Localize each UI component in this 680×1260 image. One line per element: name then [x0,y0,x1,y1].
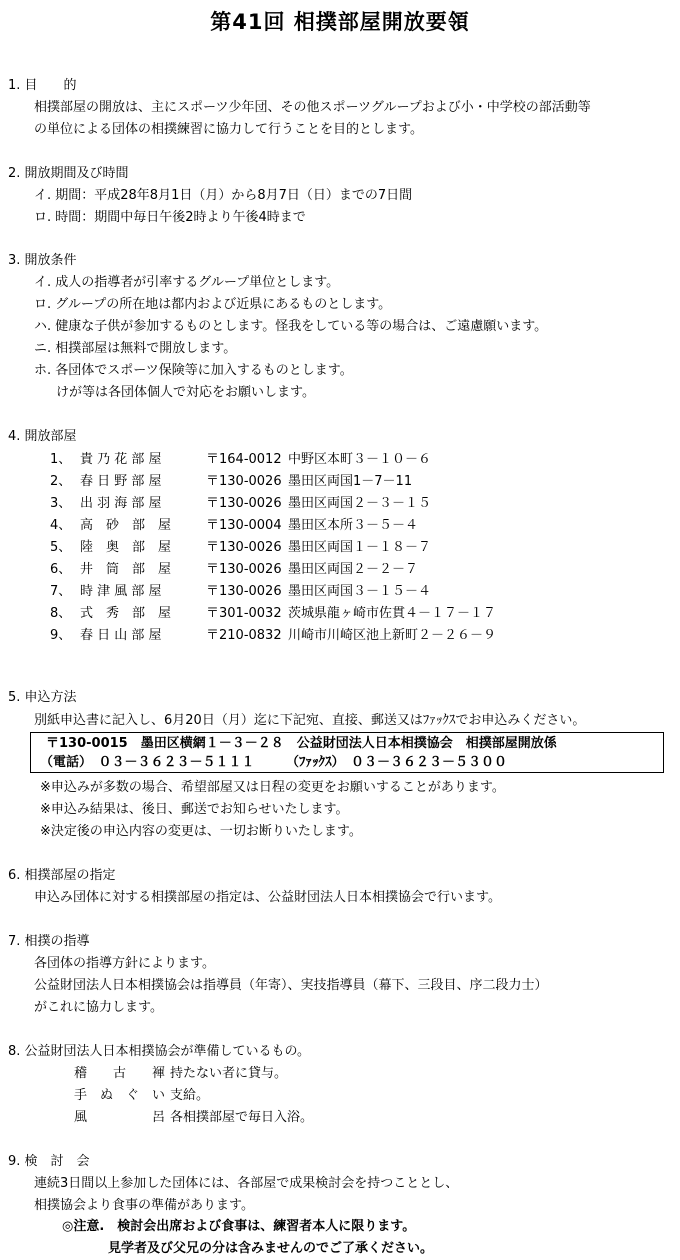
section-3-line: ホ. 各団体でスポーツ保険等に加入するものとします。 [34,363,353,378]
section-5-note: ※決定後の申込内容の変更は、一切お断りいたします。 [40,824,362,839]
provided-item-desc: 支給。 [170,1088,210,1103]
provided-item [74,1066,287,1082]
room-row [50,562,418,578]
room-row [50,584,431,600]
room-row [50,452,431,468]
section-4-heading: 4. 開放部屋 [8,429,77,444]
room-address: 墨田区両国1－7－11 [288,474,413,489]
room-number: 3、 [50,496,72,511]
room-row [50,628,496,644]
provided-item-name: 稽 古 褌 [74,1066,166,1081]
section-5-note: ※申込み結果は、後日、郵送でお知らせいたします。 [40,802,349,817]
room-name: 井 筒 部 屋 [80,562,172,577]
room-row [50,606,496,622]
room-name: 高 砂 部 屋 [80,518,172,533]
room-name: 時 津 風 部 屋 [80,584,162,599]
section-7-line: 各団体の指導方針によります。 [34,956,215,971]
room-name: 陸 奥 部 屋 [80,540,172,555]
section-5-intro: 別紙申込書に記入し、6月20日（月）迄に下記宛、直接、郵送又はﾌｧｯｸｽでお申込みください。 [34,713,586,728]
room-zip: 〒130-0026 [206,496,282,511]
contact-phone: （電話） ０３－３６２３－５１１１ [40,755,255,770]
room-number: 6、 [50,562,72,577]
section-9-heading: 9. 検 討 会 [8,1154,90,1169]
room-number: 9、 [50,628,72,643]
section-9-line: 相撲協会より食事の準備があります。 [34,1198,254,1213]
section-9-caution-2: 見学者及び父兄の分は含みませんのでご了承ください。 [108,1241,434,1256]
room-name: 春 日 山 部 屋 [80,628,162,643]
room-number: 7、 [50,584,72,599]
section-8-heading: 8. 公益財団法人日本相撲協会が準備しているもの。 [8,1044,311,1059]
room-name: 式 秀 部 屋 [80,606,172,621]
room-address: 墨田区両国３－１５－４ [288,584,432,599]
room-number: 1、 [50,452,72,467]
provided-item [74,1088,209,1104]
section-3-line: イ. 成人の指導者が引率するグループ単位とします。 [34,275,340,290]
section-3-heading: 3. 開放条件 [8,253,77,268]
room-zip: 〒130-0026 [206,584,282,599]
room-zip: 〒130-0026 [206,474,282,489]
room-number: 2、 [50,474,72,489]
provided-item [74,1110,313,1126]
section-3-line: ニ. 相撲部屋は無料で開放します。 [34,341,237,356]
section-1-line: の単位による団体の相撲練習に協力して行うことを目的とします。 [34,122,423,137]
room-number: 5、 [50,540,72,555]
section-7-line: 公益財団法人日本相撲協会は指導員（年寄）、実技指導員（幕下、三段目、序二段力士） [34,978,548,993]
section-2-line: ロ. 時間：期間中毎日午後2時より午後4時まで [34,210,306,225]
section-6-line: 申込み団体に対する相撲部屋の指定は、公益財団法人日本相撲協会で行います。 [34,890,501,905]
room-number: 4、 [50,518,72,533]
provided-item-desc: 持たない者に貸与。 [170,1066,288,1081]
room-row [50,540,431,556]
provided-item-name: 風 呂 [74,1110,166,1125]
section-5-heading: 5. 申込方法 [8,690,77,705]
page-title: 第41回 相撲部屋開放要領 [210,10,470,34]
section-5-note: ※申込みが多数の場合、希望部屋又は日程の変更をお願いすることがあります。 [40,780,505,795]
room-address: 墨田区本所３－５－４ [288,518,419,533]
room-zip: 〒301-0032 [206,606,282,621]
room-zip: 〒130-0026 [206,562,282,577]
room-number: 8、 [50,606,72,621]
room-zip: 〒164-0012 [206,452,282,467]
section-1-heading: 1. 目 的 [8,78,77,93]
section-2-heading: 2. 開放期間及び時間 [8,166,129,181]
section-3-line: けが等は各団体個人で対応をお願いします。 [56,385,315,400]
contact-fax: （ﾌｧｯｸｽ） ０３－３６２３－５３００ [286,755,508,770]
room-name: 春 日 野 部 屋 [80,474,162,489]
section-9-line: 連続3日間以上参加した団体には、各部屋で成果検討会を持つこととし、 [34,1176,459,1191]
room-address: 墨田区両国２－２－７ [288,562,419,577]
section-1-line: 相撲部屋の開放は、主にスポーツ少年団、その他スポーツグループおよび小・中学校の部活動等 [34,100,591,115]
provided-item-desc: 各相撲部屋で毎日入浴。 [170,1110,314,1125]
section-6-heading: 6. 相撲部屋の指定 [8,868,116,883]
section-7-line: がこれに協力します。 [34,1000,163,1015]
room-address: 茨城県龍ヶ崎市佐貫４－１７－１７ [288,606,497,621]
room-address: 中野区本町３－１０－６ [288,452,432,467]
contact-address: 〒130-0015 墨田区横網１－３－２８ 公益財団法人日本相撲協会 相撲部屋開放係 [46,736,557,751]
section-7-heading: 7. 相撲の指導 [8,934,90,949]
room-address: 墨田区両国１－１８－７ [288,540,432,555]
room-address: 川崎市川崎区池上新町２－２６－９ [288,628,497,643]
section-9-caution: ◎注意. 検討会出席および食事は、練習者本人に限ります。 [62,1219,416,1234]
room-zip: 〒210-0832 [206,628,282,643]
room-name: 貴 乃 花 部 屋 [80,452,162,467]
section-3-line: ハ. 健康な子供が参加するものとします。怪我をしている等の場合は、ご遠慮願います。 [34,319,548,334]
section-3-line: ロ. グループの所在地は都内および近県にあるものとします。 [34,297,392,312]
room-zip: 〒130-0004 [206,518,282,533]
room-address: 墨田区両国２－３－１５ [288,496,432,511]
room-zip: 〒130-0026 [206,540,282,555]
provided-item-name: 手 ぬ ぐ い [74,1088,166,1103]
room-row [50,474,412,490]
room-row [50,518,418,534]
room-row [50,496,431,512]
room-name: 出 羽 海 部 屋 [80,496,162,511]
section-2-line: イ. 期間：平成28年8月1日（月）から8月7日（日）までの7日間 [34,188,413,203]
